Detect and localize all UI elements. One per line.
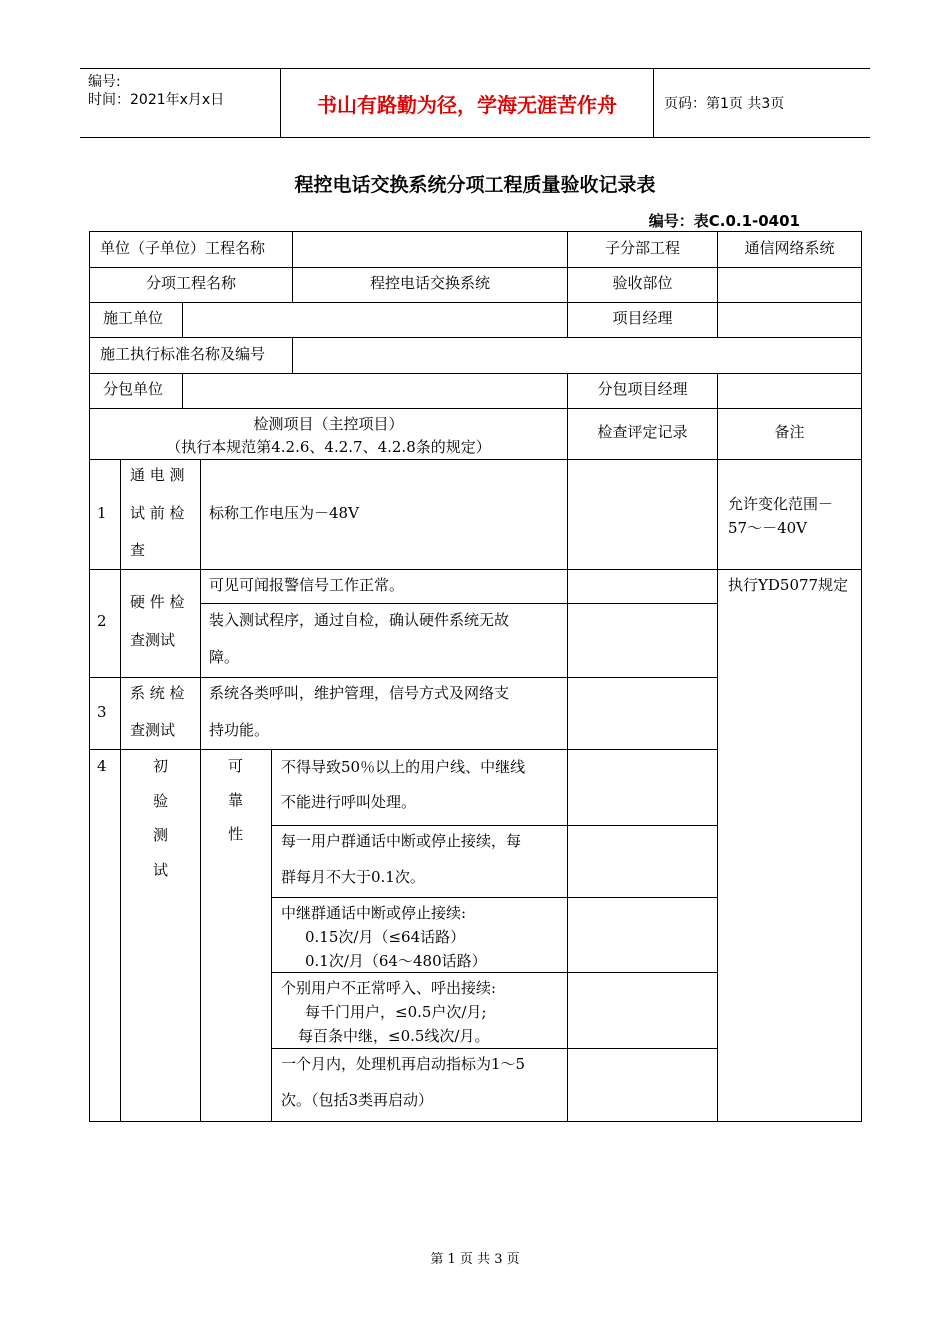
row2-name-line2: 查测试 <box>130 631 176 649</box>
row2-remark: 执行YD5077规定 <box>728 576 849 594</box>
row3-number: 3 <box>97 703 107 721</box>
row3-name-line1: 系 统 检 <box>130 684 185 702</box>
acceptance-label: 验收部位 <box>612 274 673 292</box>
row3-content-line2: 持功能。 <box>209 721 270 739</box>
row2-content-a: 可见可闻报警信号工作正常。 <box>209 576 405 594</box>
number-label: 编号: <box>88 74 121 90</box>
row1-remark-line1: 允许变化范围－ <box>728 495 834 513</box>
subcontractor-label: 分包单位 <box>103 380 164 398</box>
construction-unit-label: 施工单位 <box>103 309 164 327</box>
row4-name-char: 验 <box>153 792 169 810</box>
row4-number: 4 <box>97 757 107 775</box>
row2-number: 2 <box>97 612 107 630</box>
row1-name-line1: 通 电 测 <box>130 466 185 484</box>
row4-c3-line3: 0.1次/月（64～480话路） <box>305 952 487 970</box>
unit-name-label: 单位（子单位）工程名称 <box>100 239 266 257</box>
row2-name-line1: 硬 件 检 <box>130 593 185 611</box>
record-header: 检查评定记录 <box>597 423 688 441</box>
row4-c5-line1: 一个月内，处理机再启动指标为1～5 <box>281 1055 526 1073</box>
row4-sub-char: 靠 <box>228 791 244 809</box>
row4-c4-line2: 每千门用户，≤0.5户次/月; <box>305 1003 487 1021</box>
row4-name-char: 测 <box>153 826 169 844</box>
project-manager-label: 项目经理 <box>612 309 673 327</box>
page-info: 页码：第1页 共3页 <box>664 96 785 112</box>
row1-content: 标称工作电压为－48V <box>209 504 359 522</box>
row2-content-b-line1: 装入测试程序，通过自检，确认硬件系统无故 <box>209 611 510 629</box>
standard-label: 施工执行标准名称及编号 <box>100 345 266 363</box>
row1-number: 1 <box>97 504 107 522</box>
row4-sub-char: 性 <box>228 825 244 843</box>
row4-name-char: 试 <box>153 861 169 879</box>
document-title: 程控电话交换系统分项工程质量验收记录表 <box>294 174 656 196</box>
row3-content-line1: 系统各类呼叫，维护管理，信号方式及网络支 <box>209 684 510 702</box>
row4-sub-char: 可 <box>228 757 244 775</box>
row4-c3-line2: 0.15次/月（≤64话路） <box>305 928 466 946</box>
sub-division-value[interactable]: 通信网络系统 <box>744 239 835 257</box>
page-footer: 第 1 页 共 3 页 <box>430 1252 520 1267</box>
row1-name-line2: 试 前 检 <box>130 504 185 522</box>
row4-c4-line1: 个别用户不正常呼入、呼出接续: <box>281 979 497 997</box>
header-meta <box>80 69 280 137</box>
row4-c1-line2: 不能进行呼叫处理。 <box>281 793 417 811</box>
page-header <box>80 68 870 138</box>
sub-division-label: 子分部工程 <box>604 239 680 257</box>
remark-header: 备注 <box>774 423 805 441</box>
check-item-subheader: （执行本规范第4.2.6、4.2.7、4.2.8条的规定） <box>166 438 491 456</box>
row4-c3-line1: 中继群通话中断或停止接续: <box>281 904 467 922</box>
time-label: 时间：2021年x月x日 <box>88 92 225 108</box>
row1-name-line3: 查 <box>130 541 146 559</box>
row3-name-line2: 查测试 <box>130 721 176 739</box>
document-code: 编号：表C.0.1-0401 <box>648 212 800 230</box>
sub-pm-label: 分包项目经理 <box>597 380 688 398</box>
row4-c1-line1: 不得导致50％以上的用户线、中继线 <box>281 758 526 776</box>
row1-remark-line2: 57～－40V <box>728 519 808 537</box>
row4-c4-line3: 每百条中继，≤0.5线次/月。 <box>298 1027 490 1045</box>
item-name-value[interactable]: 程控电话交换系统 <box>369 274 490 292</box>
row4-name-char: 初 <box>153 757 169 775</box>
row2-content-b-line2: 障。 <box>209 648 240 666</box>
motto: 书山有路勤为径，学海无涯苦作舟 <box>280 69 654 137</box>
check-item-header: 检测项目（主控项目） <box>253 415 404 433</box>
row4-c5-line2: 次。（包括3类再启动） <box>281 1091 434 1109</box>
row4-c2-line2: 群每月不大于0.1次。 <box>281 868 425 886</box>
row4-c2-line1: 每一用户群通话中断或停止接续，每 <box>281 832 522 850</box>
item-name-label: 分项工程名称 <box>145 274 236 292</box>
